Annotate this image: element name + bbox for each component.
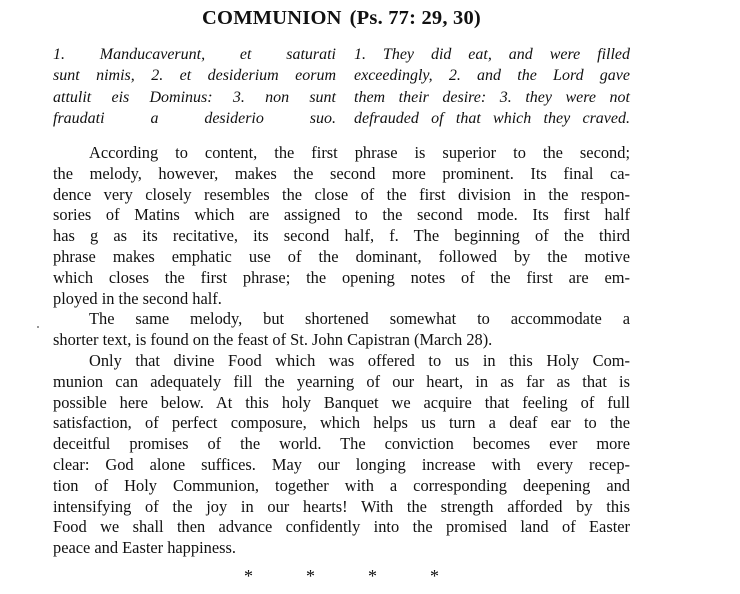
paragraph-line: the melody, however, makes the second more prominent. Its final ca- [53,163,630,183]
english-translation-column [354,44,630,129]
paragraph-line: The same melody, but shortened somewhat to accommodate a [89,309,630,329]
english-line: them their desire: 3. they were not [354,88,630,106]
paragraph-line: which closes the first phrase; the opening notes of the first are em- [53,267,630,287]
paragraph-line: tion of Holy Communion, together with a corresponding deepening and [53,475,630,495]
paragraph-line: sories of Matins which are assigned to the second mode. Its first half [53,205,630,225]
scan-speck [37,326,39,328]
latin-line: 1. Manducaverunt, et saturati [53,46,336,63]
separator-star: * [368,566,377,586]
paragraph-line: deceitful promises of the world. The conviction becomes ever more [53,434,630,454]
paragraph-line: shorter text, is found on the feast of St. John Capistran (March 28). [53,330,493,350]
commentary-body [53,143,630,559]
separator-star: * [244,566,253,586]
section-title: COMMUNION [202,7,342,29]
paragraph-line: Food we shall then advance confidently into the promised land of Easter [53,517,630,537]
section-separator [0,566,683,587]
separator-star: * [430,566,439,586]
section-heading [0,7,683,30]
paragraph-line: has g as its recitative, its second half, f. The beginning of the third [53,226,630,246]
english-line: 1. They did eat, and were filled [354,46,630,63]
latin-line: sunt nimis, 2. et desiderium eorum [53,67,336,85]
latin-line: fraudati a desiderio suo. [53,109,336,127]
paragraph-line: dence very closely resembles the close of the first division in the respon- [53,184,630,204]
paragraph-line: Only that divine Food which was offered to us in this Holy Com- [89,350,630,370]
english-line: defrauded of that which they craved. [354,109,630,127]
latin-line: attulit eis Dominus: 3. non sunt [53,88,336,106]
paragraph-line: satisfaction, of perfect composure, which helps us turn a deaf ear to the [53,413,630,433]
paragraph-line: peace and Easter happiness. [53,538,236,558]
psalm-reference: (Ps. 77: 29, 30) [349,7,481,29]
paragraph-line: munion can adequately fill the yearning of our heart, in as far as that is [53,371,630,391]
separator-star: * [306,566,315,586]
paragraph-line: According to content, the first phrase is superior to the second; [89,143,630,162]
paragraph-line: phrase makes emphatic use of the dominant, followed by the motive [53,246,630,266]
paragraph-line: intensifying of the joy in our hearts! With the strength afforded by this [53,496,630,516]
paragraph-line: ployed in the second half. [53,288,222,308]
paragraph-line: possible here below. At this holy Banquet we acquire that feeling of full [53,392,630,412]
english-line: exceedingly, 2. and the Lord gave [354,67,630,85]
paragraph-line: clear: God alone suffices. May our longing increase with every recep- [53,454,630,474]
latin-text-column [53,44,336,129]
